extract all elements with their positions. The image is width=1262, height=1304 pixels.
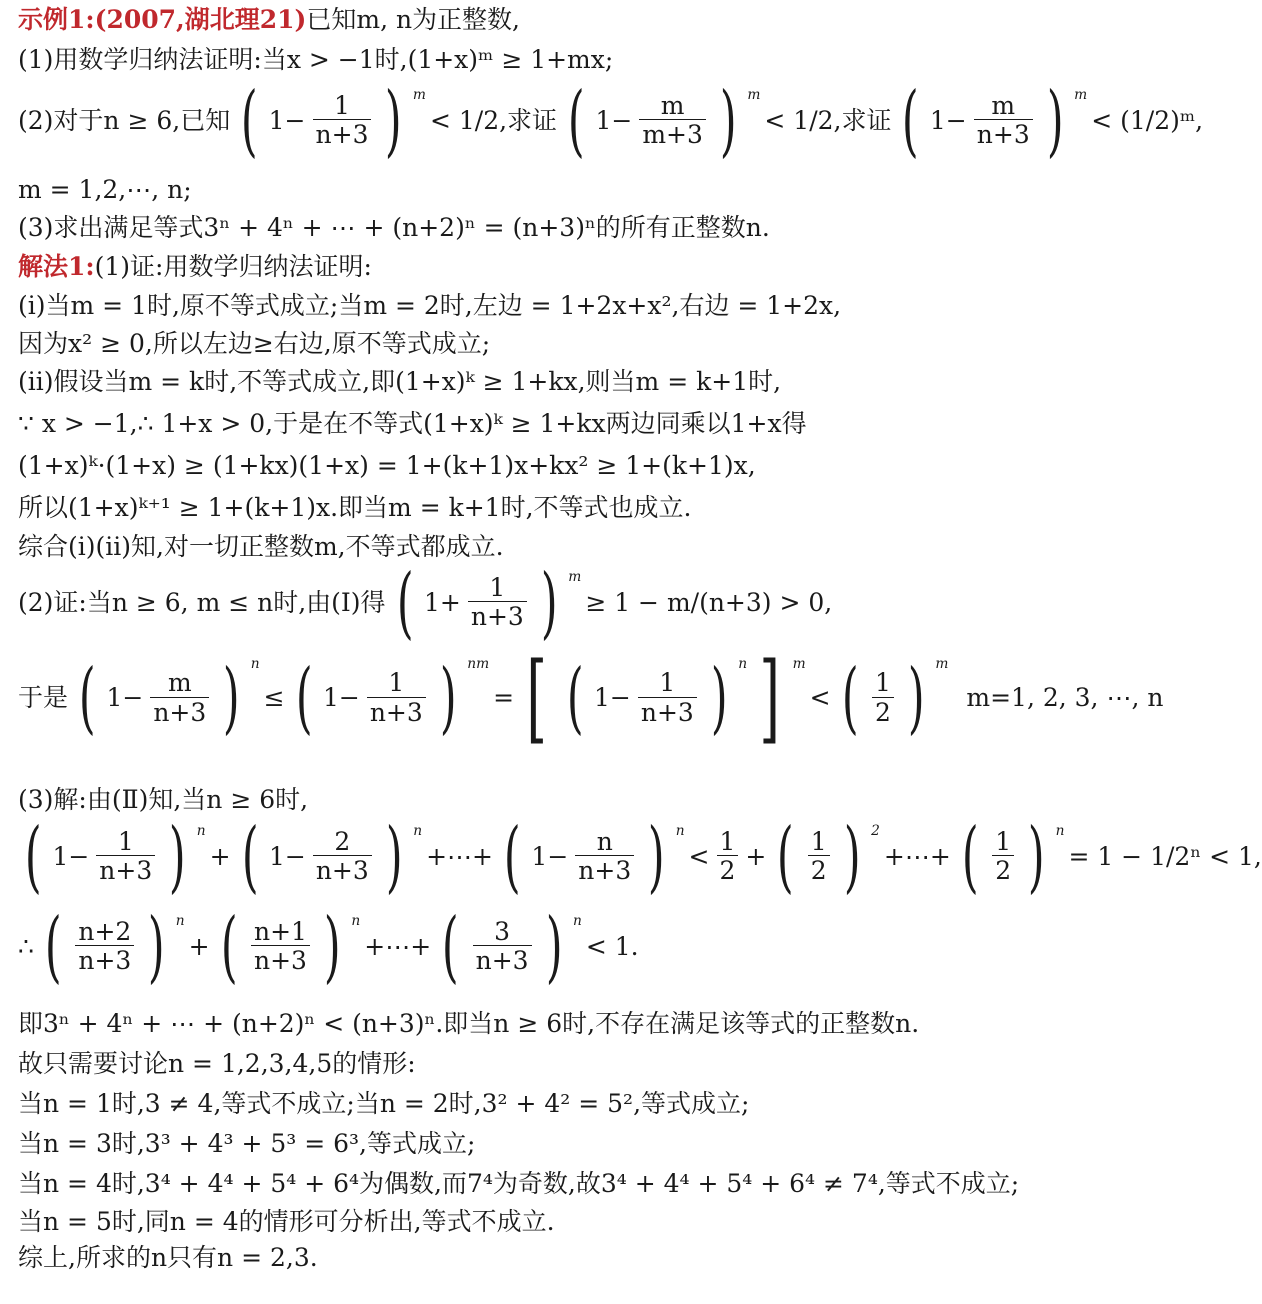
p2-pre: (2)对于n ≥ 6,已知 xyxy=(18,105,231,135)
problem-part2-cont: m = 1,2,⋯, n; xyxy=(18,175,192,204)
frac-1-over-n3: $\frac{1}{n+3}$ xyxy=(96,829,155,885)
frac-n2-over-n3: $\frac{n+2}{n+3}$ xyxy=(75,919,134,975)
problem-part2: (2)对于n ≥ 6,已知 ( 1− $\frac{1}{n+3}$ ) m < 1/2,求证 ( 1− $\frac{m}{m+3}$ ) m < 1/2,求证 ( 1− $\frac{m}{n+3}$ ) m < (1/2)ᵐ, xyxy=(18,76,1204,166)
problem-intro: 已知m, n为正整数, xyxy=(306,5,521,34)
frac-1-over-n3: $\frac{1}{n+3}$ xyxy=(468,575,527,631)
frac-n1-over-n3: $\frac{n+1}{n+3}$ xyxy=(251,919,310,975)
sol3-text-e: 当n = 4时,3⁴ + 4⁴ + 5⁴ + 6⁴为偶数,而7⁴为奇数,故3⁴ + 4⁴ + 5⁴ + 6⁴ ≠ 7⁴,等式不成立; xyxy=(18,1169,1020,1198)
frac-1-over-n3: $\frac{1}{n+3}$ xyxy=(313,93,372,149)
sol3-text-d: 当n = 3时,3³ + 4³ + 5³ = 6³,等式成立; xyxy=(18,1129,476,1158)
sol3-text-b: 故只需要讨论n = 1,2,3,4,5的情形: xyxy=(18,1049,416,1078)
sol3-text-a: 即3ⁿ + 4ⁿ + ⋯ + (n+2)ⁿ < (n+3)ⁿ.即当n ≥ 6时,不存在满足该等式的正整数n. xyxy=(18,1009,920,1038)
sol3-text-g: 综上,所求的n只有n = 2,3. xyxy=(18,1243,318,1272)
sol3-line1: ( 1− $\frac{1}{n+3}$ ) n + ( 1− $\frac{2}{n+3}$ ) n +⋯+ ( 1− $\frac{n}{n+3}$ ) n < $\frac{1}{2}$ + ( $\frac{1}{2}$ ) 2 +⋯+ ( $\frac{1}{2}$ ) n = 1 − 1/2ⁿ < 1, xyxy=(24,812,1262,902)
sol1-step-ii2: ∵ x > −1,∴ 1+x > 0,于是在不等式(1+x)ᵏ ≥ 1+kx两边同乘以1+x得 xyxy=(18,409,807,438)
frac-n-over-n3: $\frac{n}{n+3}$ xyxy=(575,829,634,885)
sol3-head: (3)解:由(Ⅱ)知,当n ≥ 6时, xyxy=(18,785,309,814)
p2-end: < (1/2)ᵐ, xyxy=(1091,105,1204,135)
problem-title xyxy=(18,6,520,35)
sol2-line1: (2)证:当n ≥ 6, m ≤ n时,由(Ⅰ)得 ( 1+ $\frac{1}{n+3}$ ) m ≥ 1 − m/(n+3) > 0, xyxy=(18,558,833,648)
sol1-step-ii: (ⅱ)假设当m = k时,不等式成立,即(1+x)ᵏ ≥ 1+kx,则当m = k+1时, xyxy=(18,367,782,396)
frac-half: $\frac{1}{2}$ xyxy=(872,670,894,726)
solution-head: 解法1:(1)证:用数学归纳法证明: xyxy=(18,252,372,281)
frac-half: $\frac{1}{2}$ xyxy=(717,829,739,885)
sol3-line2: ∴ ( $\frac{n+2}{n+3}$ ) n + ( $\frac{n+1}{n+3}$ ) n +⋯+ ( $\frac{3}{n+3}$ ) n < 1. xyxy=(18,902,639,992)
frac-half: $\frac{1}{2}$ xyxy=(808,829,830,885)
solution-tag: 解法1: xyxy=(18,252,95,281)
sol1-conclusion: 综合(ⅰ)(ⅱ)知,对一切正整数m,不等式都成立. xyxy=(18,532,504,561)
sol3-text-f: 当n = 5时,同n = 4的情形可分析出,等式不成立. xyxy=(18,1207,555,1236)
frac-1-over-n3: $\frac{1}{n+3}$ xyxy=(638,670,697,726)
p2-mid1: < 1/2,求证 xyxy=(429,105,558,135)
frac-m-over-n3: $\frac{m}{n+3}$ xyxy=(974,93,1033,149)
frac-1-over-n3: $\frac{1}{n+3}$ xyxy=(367,670,426,726)
problem-part3: (3)求出满足等式3ⁿ + 4ⁿ + ⋯ + (n+2)ⁿ = (n+3)ⁿ的所有正整数n. xyxy=(18,213,770,242)
sol3-text-c: 当n = 1时,3 ≠ 4,等式不成立;当n = 2时,3² + 4² = 5²,等式成立; xyxy=(18,1089,750,1118)
problem-part1: (1)用数学归纳法证明:当x > −1时,(1+x)ᵐ ≥ 1+mx; xyxy=(18,45,614,74)
sol1-step-ii4: 所以(1+x)ᵏ⁺¹ ≥ 1+(k+1)x.即当m = k+1时,不等式也成立. xyxy=(18,493,692,522)
sol1-step-i2: 因为x² ≥ 0,所以左边≥右边,原不等式成立; xyxy=(18,329,491,358)
p2-mid2: < 1/2,求证 xyxy=(764,105,892,135)
sol1-step-ii3: (1+x)ᵏ·(1+x) ≥ (1+kx)(1+x) = 1+(k+1)x+kx² ≥ 1+(k+1)x, xyxy=(18,451,756,480)
frac-3-over-n3: $\frac{3}{n+3}$ xyxy=(473,919,532,975)
frac-m-over-m3: $\frac{m}{m+3}$ xyxy=(639,93,706,149)
frac-m-over-n3: $\frac{m}{n+3}$ xyxy=(150,670,209,726)
sol2-line2: 于是 ( 1− $\frac{m}{n+3}$ ) n ≤ ( 1− $\frac{1}{n+3}$ ) nm = [ ( 1− $\frac{1}{n+3}$ ) n ] m < ( $\frac{1}{2}$ ) m m=1, 2, 3, ⋯, n xyxy=(18,642,1164,754)
frac-half: $\frac{1}{2}$ xyxy=(992,829,1014,885)
sol1-step-i: (ⅰ)当m = 1时,原不等式成立;当m = 2时,左边 = 1+2x+x²,右边 = 1+2x, xyxy=(18,291,842,320)
frac-2-over-n3: $\frac{2}{n+3}$ xyxy=(313,829,372,885)
problem-tag: 示例1:(2007,湖北理21) xyxy=(18,5,307,34)
